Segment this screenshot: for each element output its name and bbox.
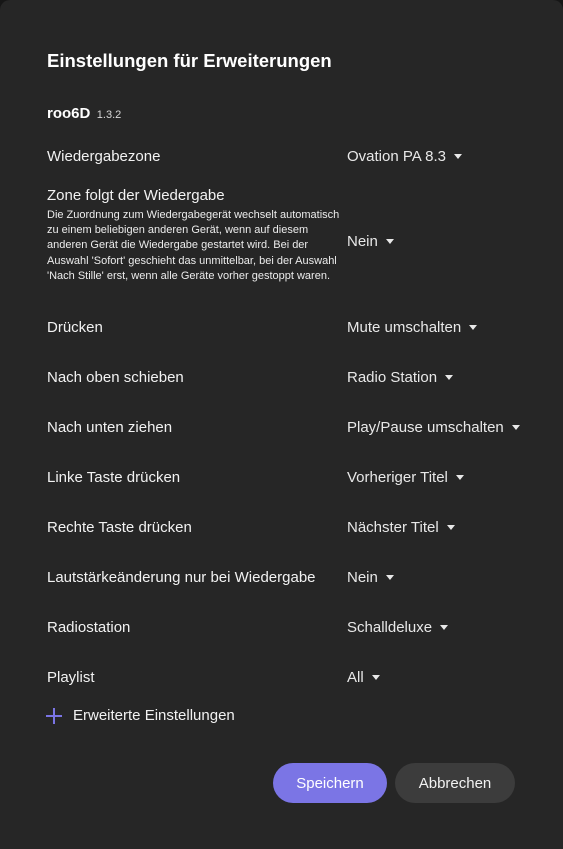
chevron-down-icon: [447, 525, 455, 530]
setting-label-swipe-down: Nach unten ziehen: [47, 419, 173, 436]
playlist-value: All: [347, 669, 364, 686]
chevron-down-icon: [469, 325, 477, 330]
cancel-button[interactable]: Abbrechen: [395, 763, 515, 803]
advanced-settings-toggle[interactable]: [46, 707, 235, 724]
advanced-settings-label: Erweiterte Einstellungen: [73, 707, 235, 724]
chevron-down-icon: [440, 625, 448, 630]
left-button-action-value: Vorheriger Titel: [347, 469, 448, 486]
setting-label-right-button: Rechte Taste drücken: [47, 519, 192, 536]
volume-only-during-playback-value: Nein: [347, 569, 378, 586]
setting-label-press: Drücken: [47, 319, 103, 336]
playlist-dropdown[interactable]: [347, 669, 380, 686]
radio-station-dropdown[interactable]: [347, 619, 448, 636]
left-button-action-dropdown[interactable]: [347, 469, 464, 486]
swipe-down-action-value: Play/Pause umschalten: [347, 419, 504, 436]
setting-label-swipe-up: Nach oben schieben: [47, 369, 184, 386]
right-button-action-value: Nächster Titel: [347, 519, 439, 536]
plus-icon: [46, 708, 62, 724]
setting-label-zone-follows-playback: Zone folgt der Wiedergabe: [47, 187, 225, 204]
playback-zone-dropdown[interactable]: [347, 148, 462, 165]
press-action-value: Mute umschalten: [347, 319, 462, 336]
extension-name: roo6D: [47, 105, 91, 122]
chevron-down-icon: [372, 675, 380, 680]
playback-zone-value: Ovation PA 8.3: [347, 148, 446, 165]
chevron-down-icon: [386, 239, 394, 244]
swipe-up-action-value: Radio Station: [347, 369, 438, 386]
chevron-down-icon: [454, 154, 462, 159]
setting-label-playback-zone: Wiedergabezone: [47, 148, 161, 165]
extension-version: 1.3.2: [96, 109, 122, 121]
volume-only-during-playback-dropdown[interactable]: [347, 569, 394, 586]
dialog-title: Einstellungen für Erweiterungen: [47, 50, 332, 71]
swipe-up-action-dropdown[interactable]: [347, 369, 453, 386]
extension-header: [47, 105, 121, 123]
save-button[interactable]: Speichern: [273, 763, 387, 803]
radio-station-value: Schalldeluxe: [347, 619, 433, 636]
chevron-down-icon: [445, 375, 453, 380]
setting-label-radio-station: Radiostation: [47, 619, 131, 636]
setting-label-playlist: Playlist: [47, 669, 95, 686]
setting-label-volume-only-during-playback: Lautstärkeänderung nur bei Wiedergabe: [47, 569, 316, 586]
chevron-down-icon: [386, 575, 394, 580]
chevron-down-icon: [512, 425, 520, 430]
chevron-down-icon: [456, 475, 464, 480]
setting-label-left-button: Linke Taste drücken: [47, 469, 181, 486]
zone-follows-playback-dropdown[interactable]: [347, 233, 394, 250]
press-action-dropdown[interactable]: [347, 319, 477, 336]
setting-description-zone-follows-playback: Die Zuordnung zum Wiedergabegerät wechselt automatisch zu einem beliebigen anderen Gerät, wenn auf diesem anderen Gerät die Wiedergabe gestartet wird. Bei der Auswahl 'Sofort' geschieht das unmittelbar, bei der Auswahl 'Nach Stille' erst, wenn alle Geräte vorher gestoppt waren.: [47, 209, 340, 282]
swipe-down-action-dropdown[interactable]: [347, 419, 520, 436]
zone-follows-playback-value: Nein: [347, 233, 378, 250]
right-button-action-dropdown[interactable]: [347, 519, 455, 536]
